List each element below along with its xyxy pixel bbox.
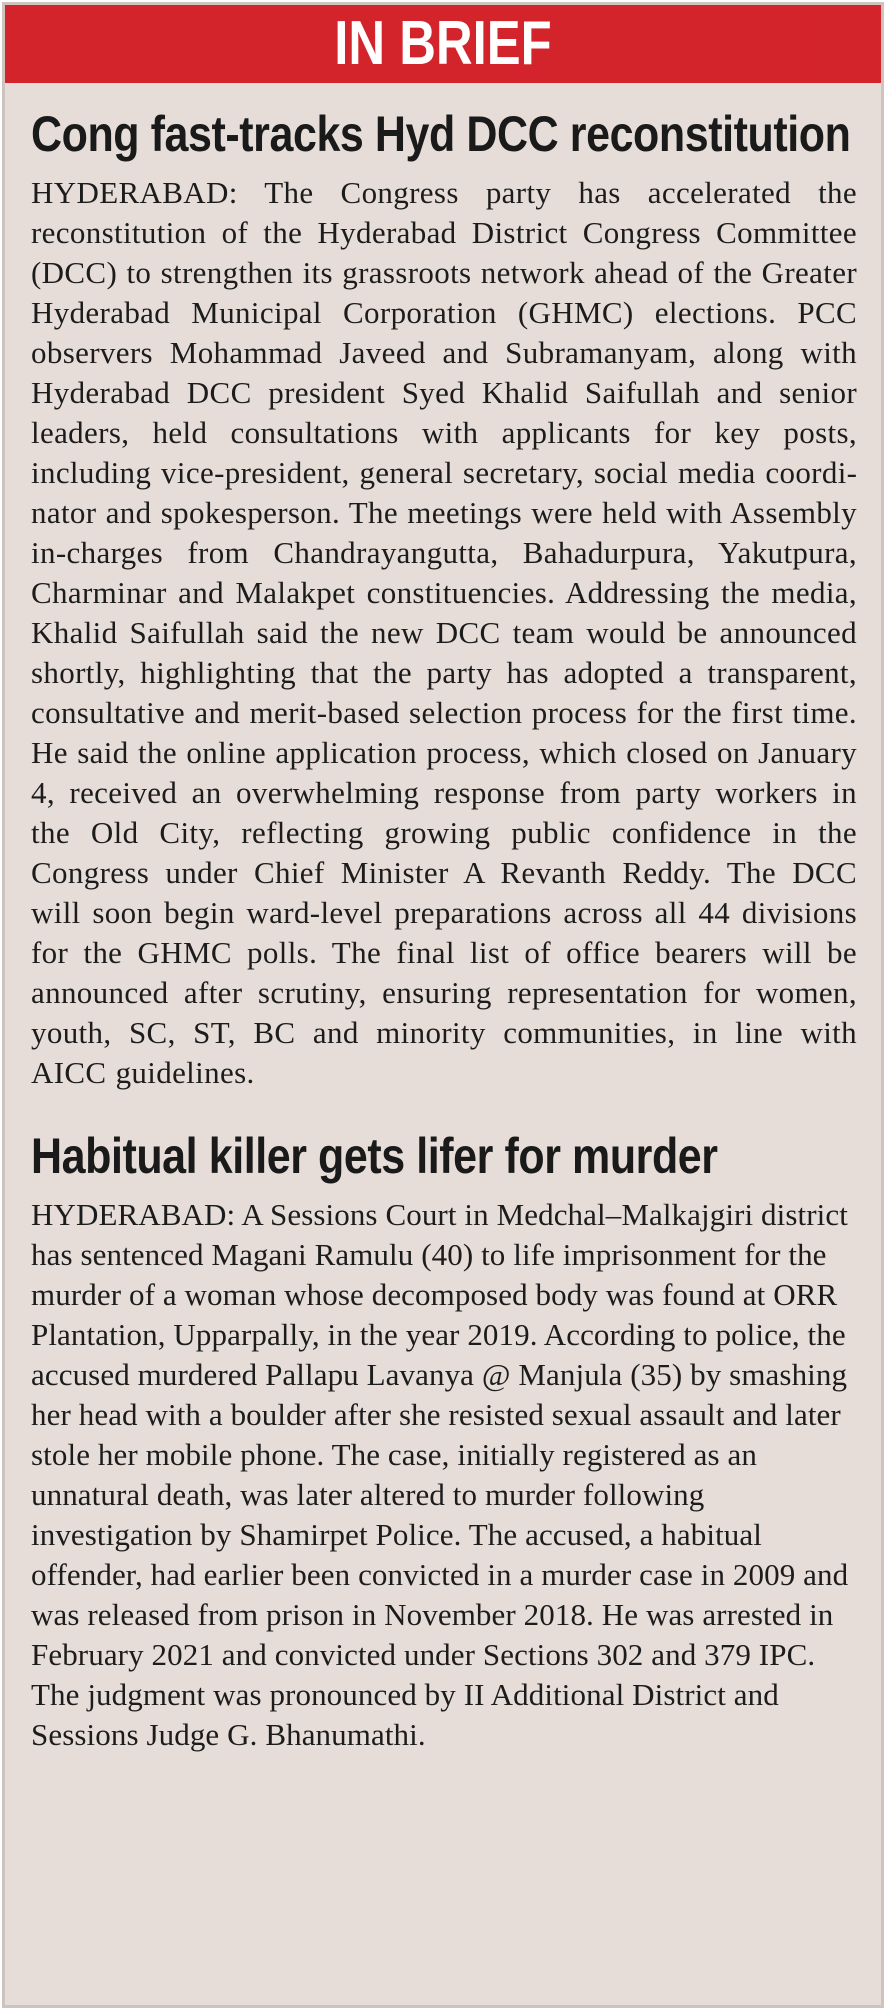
section-banner — [5, 5, 881, 83]
article-body: HYDERABAD: The Congress party has accelerated the reconstitution of the Hyderabad District Congress Committee (DCC) to strengthen its grassroots network ahead of the Greater Hyderabad Municipal Corporation (GHMC) elections. PCC observers Mohammad Javeed and Subramanyam, along with Hyderabad DCC president Syed Khalid Saifullah and senior leaders, held consultations with applicants for key posts, including vice-president, general secretary, social media coordinator and spokesperson. The meetings were held with Assembly in-charges from Chandrayangutta, Bahadurpura, Yakutpura, Charminar and Malakpet constituencies. Addressing the media, Khalid Saifullah said the new DCC team would be announced shortly, highlighting that the party has adopted a transparent, consultative and merit-based selection process for the first time. He said the online application process, which closed on January 4, received an overwhelming response from party workers in the Old City, reflecting growing public confidence in the Congress under Chief Minister A Revanth Reddy. The DCC will soon begin ward-level preparations across all 44 divisions for the GHMC polls. The final list of office bearers will be announced after scrutiny, ensuring representation for women, youth, SC, ST, BC and minority communities, in line with AICC guidelines. — [31, 175, 857, 1090]
article — [31, 1123, 857, 1755]
article — [31, 101, 857, 1093]
in-brief-panel — [2, 2, 884, 2008]
articles-container — [5, 101, 881, 1755]
section-banner-label: IN BRIEF — [84, 5, 802, 83]
article-headline: Cong fast-tracks Hyd DCC reconstitution — [31, 106, 851, 162]
article-headline: Habitual killer gets lifer for murder — [31, 1128, 718, 1184]
article-body: HYDERABAD: A Sessions Court in Medchal–Malkajgiri district has sentenced Magani Ramulu (40) to life imprisonment for the murder of a woman whose decomposed body was found at ORR Plantation, Upparpally, in the year 2019. According to police, the accused murdered Pallapu Lavanya @ Manjula (35) by smashing her head with a boulder after she resisted sexual assault and later stole her mobile phone. The case, initially registered as an unnatural death, was later altered to murder following investigation by Shamirpet Police. The accused, a habitual offender, had earlier been convicted in a murder case in 2009 and was released from prison in November 2018. He was arrested in February 2021 and convicted under Sections 302 and 379 IPC. The judgment was pronounced by II Additional District and Sessions Judge G. Bhanumathi. — [31, 1197, 849, 1752]
